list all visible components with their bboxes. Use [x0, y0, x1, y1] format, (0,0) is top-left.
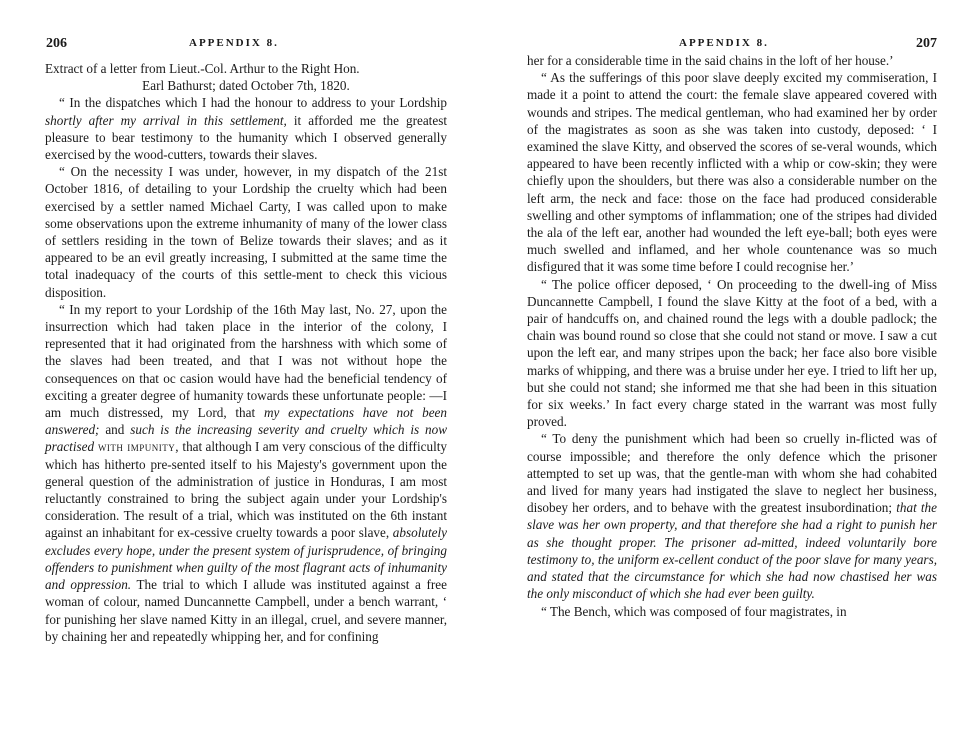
text-run: that although I am very conscious of the difficulty which has hitherto pre-sented itself to his Majesty's government upon the general question of the administration of justice in Honduras, I am most reluctantly constrained to bring the subject again under your Lordship's consideration. The result of a trial, which was instituted on the 6th instant against an inhabitant for ex-cessive cruelty towards a poor slave, — [45, 439, 447, 541]
paragraph: “ The police officer deposed, ‘ On proceeding to the dwell-ing of Miss Duncannette Campbell, I found the slave Kitty at the foot of a bed, with a pair of handcuffs on, and chained round the legs with a double padlock; the chain was bound round so close that she could not stand or move. I saw a cut upon the left ear, and many stripes upon the back; her face also bore visible marks of whipping, and there was a bruise under her eye. I tried to lift her up, but she could not stand; she informed me that she had been in this situation for six weeks.’ In fact every charge stated in the warrant was most fully proved. — [527, 276, 937, 430]
text-run: “ In my report to your Lordship of the 16th May last, No. 27, upon the insurrection which had taken place in the interior of the colony, I represented that it had originated from the harshness with which some of the slaves had been treated, and that I was not without hope the consequences on that oc casion would have had the beneficial tendency of exciting a greater degree of humanity towards these unfortunate people: —I am much distressed, my Lord, that — [45, 301, 447, 421]
left-page-number: 206 — [46, 36, 67, 51]
letter-heading-line1: Extract of a letter from Lieut.-Col. Arthur to the Right Hon. — [45, 61, 360, 76]
text-run: “ In the dispatches which I had the honour to address to your Lordship — [59, 95, 447, 111]
text-run: The trial to which I allude was instituted against a free woman of colour, named Duncannette Campbell, under a bench warrant, ‘ for punishing her slave named Kitty in an illegal, cruel, and severe manner, by chaining her and repeatedly whipping her, and for confining — [45, 577, 447, 644]
text-run: it afforded me the greatest pleasure to bear testimony to the humanity which I observed generally exercised by the wood-cutters, towards their slaves. — [45, 112, 447, 163]
paragraph — [527, 430, 937, 602]
right-running-head — [527, 36, 937, 60]
left-running-head — [37, 36, 447, 60]
paragraph: “ On the necessity I was under, however, in my dispatch of the 21st October 1816, of detailing to your Lordship the cruelty which had been exercised by a settler named Michael Carty, I was called upon to make some observations upon the extreme inhumanity of many of the lower class of settlers residing in the town of Belize towards their slaves; and as it appeared to be an evil greatly increasing, I submitted at the same time the total inadequacy of the courts of this settle-ment to check this vicious disposition. — [45, 164, 447, 300]
paragraph: “ The Bench, which was composed of four magistrates, in — [541, 603, 847, 619]
right-page-number: 207 — [916, 36, 937, 51]
italic-text: shortly after my arrival in this settlement, — [45, 112, 287, 128]
italic-text: absolutely excludes every hope, under the present system of jurisprudence, of bringing offenders to punishment when guilty of the most flagrant acts of inhumanity and oppression. — [45, 525, 447, 593]
paragraph — [45, 94, 447, 163]
italic-text: such is the increasing severity and cruelty which is now practised — [45, 422, 447, 455]
italic-text: my expectations have not been answered; — [45, 405, 447, 438]
right-page-body — [527, 52, 937, 620]
left-page-body — [45, 60, 447, 645]
left-running-title: APPENDIX 8. — [189, 37, 279, 49]
text-run: “ To deny the punishment which had been so cruelly in-flicted was of course impossible; and therefore the only defence which the prisoner attempted to set up was, that the gentle-man with whom she had cohabited and lived for many years had instigated the slave to neglect her business, disobey her orders, and to behave with the greatest insubordination; — [527, 431, 937, 516]
small-caps-text: with impunity, — [94, 439, 180, 455]
text-run: and — [99, 422, 131, 438]
italic-text: that the slave was her own property, and that therefore she had a right to punish her as she thought proper. The prisoner ad-mitted, indeed voluntarily bore testimony to, the uniform ex-cellent conduct of the poor slave for many years, and stated that the circumstance for which she had now chastised her was the only misconduct of which she had ever been guilty. — [527, 500, 937, 602]
left-page — [37, 0, 447, 645]
right-page — [527, 0, 937, 620]
paragraph: “ As the sufferings of this poor slave deeply excited my commiseration, I made it a point to attend the court: the female slave appeared covered with wounds and stripes. The medical gentleman, who had examined her by order of the magistrates as soon as she was taken into custody, deposed: ‘ I examined the slave Kitty, and observed the scores of se-veral wounds, which appeared to have been recently inflicted with a whip or cow-skin; they were chiefly upon the shoulders, but there was also a considerable number on the left arm, the neck and face: those on the face had produced considerable swelling and other symptoms of inflammation; one of the stripes had divided the ala of the left ear, another had wounded the left eye-ball; both eyes were much swelled and inflamed, and her whole countenance was so much disfigured that it was some time before I could recognise her.’ — [527, 70, 937, 275]
letter-heading-line2: Earl Bathurst; dated October 7th, 1820. — [142, 78, 350, 94]
right-running-title: APPENDIX 8. — [679, 37, 769, 49]
paragraph-continuation: her for a considerable time in the said chains in the loft of her house.’ — [527, 53, 894, 68]
paragraph — [45, 301, 447, 645]
